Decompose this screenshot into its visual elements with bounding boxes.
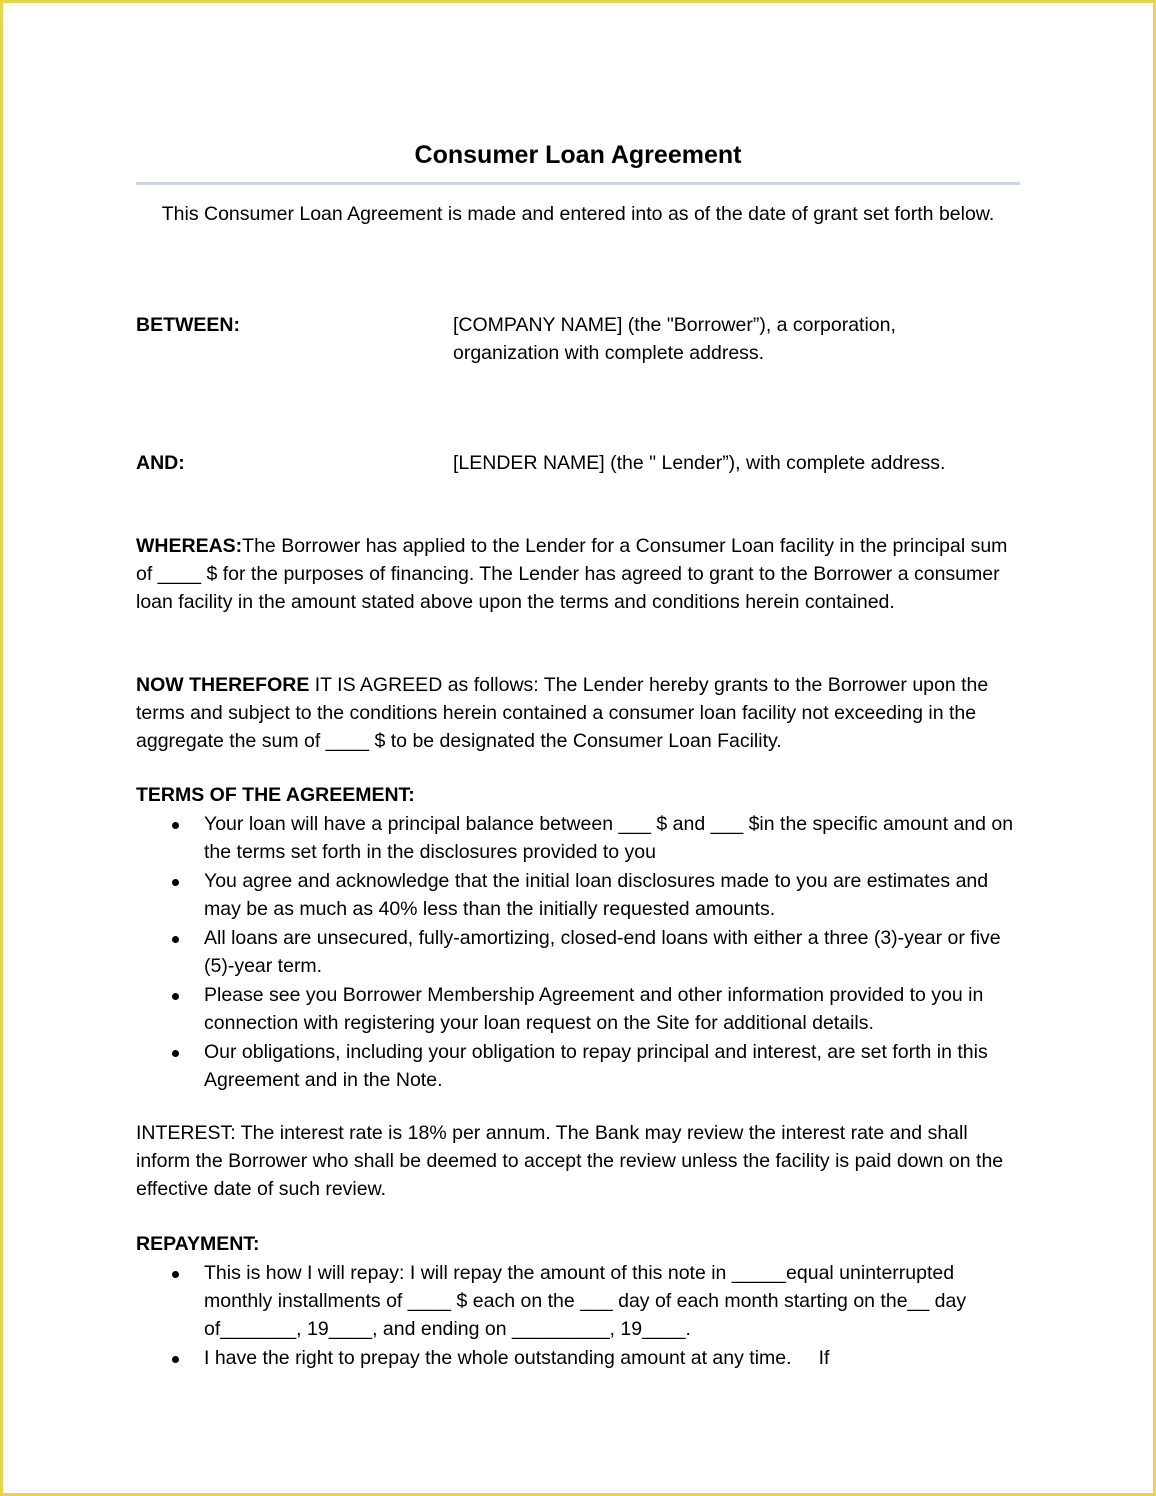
interest-paragraph: INTEREST: The interest rate is 18% per annum. The Bank may review the interest rate and shall inform the Borrower who shall be deemed to accept the review unless the facility is paid down on the effective date of such review. xyxy=(136,1122,1004,1200)
repayment-list xyxy=(136,1260,1020,1374)
bullet-icon xyxy=(172,879,179,886)
terms-heading: TERMS OF THE AGREEMENT: xyxy=(136,784,415,806)
list-item xyxy=(136,811,1020,867)
repayment-heading: REPAYMENT: xyxy=(136,1233,260,1255)
whereas-paragraph xyxy=(136,533,1020,616)
now-therefore-paragraph xyxy=(136,672,1020,755)
intro-paragraph: This Consumer Loan Agreement is made and entered into as of the date of grant set forth below. xyxy=(161,203,995,225)
bullet-icon xyxy=(172,993,179,1000)
whereas-text: The Borrower has applied to the Lender for a Consumer Loan facility in the principal sum of ____ $ for the purposes of financing. The Lender has agreed to grant to the Borrower a consumer loan facility in the amount stated above upon the terms and conditions herein contained. xyxy=(136,535,1008,613)
list-item-text: Our obligations, including your obligation to repay principal and interest, are set forth in this Agreement and in the Note. xyxy=(204,1041,988,1092)
list-item-text: Your loan will have a principal balance between ___ $ and ___ $in the specific amount and on the terms set forth in the disclosures provided to you xyxy=(204,813,1014,863)
document-title: Consumer Loan Agreement xyxy=(414,141,742,169)
terms-list xyxy=(136,811,1020,1096)
now-therefore-lead: NOW THEREFORE xyxy=(136,674,310,696)
list-item-text: You agree and acknowledge that the initial loan disclosures made to you are estimates and may be as much as 40% less than the initially requested amounts. xyxy=(204,870,989,920)
list-item-text: I have the right to prepay the whole outstanding amount at any time. If xyxy=(204,1346,830,1369)
now-therefore-text: IT IS AGREED as follows: The Lender hereby grants to the Borrower upon the terms and subject to the conditions herein contained a consumer loan facility not exceeding in the aggregate the sum of ____ $ to be designated the Consumer Loan Facility. xyxy=(136,674,989,752)
bullet-icon xyxy=(172,936,179,943)
list-item-text: This is how I will repay: I will repay the amount of this note in _____equal uninterrupted monthly installments of ____ $ each on the ___ day of each month starting on the__ day of_______, 19____, and ending on _________, 19____. xyxy=(204,1262,967,1340)
borrower-details: [COMPANY NAME] (the "Borrower”), a corporation, organization with complete address. xyxy=(453,314,896,364)
title-divider xyxy=(136,182,1020,185)
list-item xyxy=(136,1260,1020,1343)
lender-details: [LENDER NAME] (the " Lender”), with complete address. xyxy=(453,452,946,474)
list-item-text: Please see you Borrower Membership Agreement and other information provided to you in connection with registering your loan request on the Site for additional details. xyxy=(204,984,984,1035)
and-label: AND: xyxy=(136,452,185,474)
list-item xyxy=(136,868,1020,924)
list-item xyxy=(136,1039,1020,1095)
list-item xyxy=(136,925,1020,981)
bullet-icon xyxy=(172,1271,179,1278)
bullet-icon xyxy=(172,1050,179,1057)
bullet-icon xyxy=(172,822,179,829)
list-item xyxy=(136,1345,1020,1373)
list-item-text: All loans are unsecured, fully-amortizing, closed-end loans with either a three (3)-year or five (5)-year term. xyxy=(204,927,1001,977)
between-label: BETWEEN: xyxy=(136,314,240,336)
whereas-lead: WHEREAS: xyxy=(136,535,243,557)
list-item xyxy=(136,982,1020,1038)
bullet-icon xyxy=(172,1356,179,1363)
